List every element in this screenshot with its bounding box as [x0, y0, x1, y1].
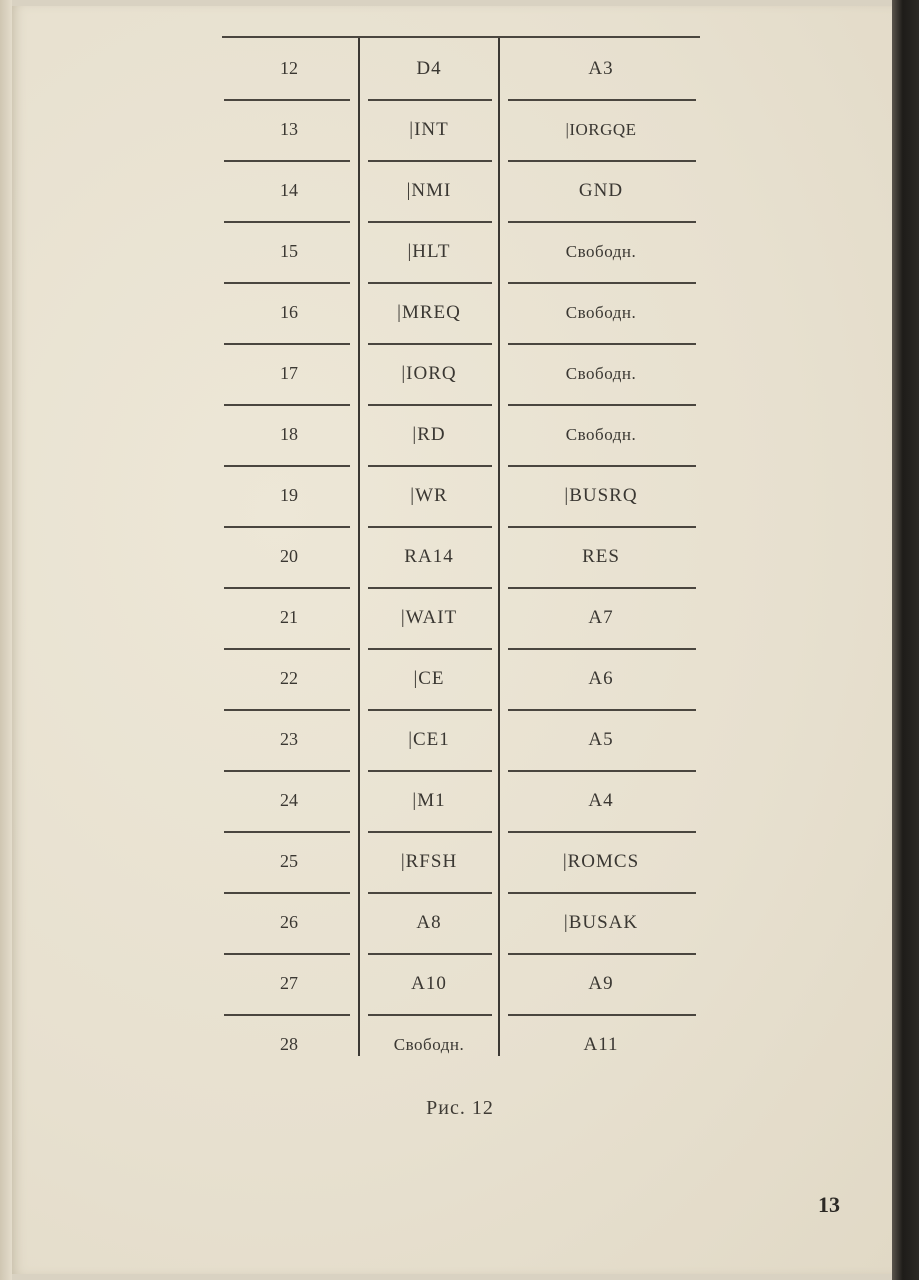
- page-edge-shadow: [892, 0, 919, 1280]
- signal-a-cell: |NMI: [406, 179, 452, 201]
- signal-b-cell: |IORGQE: [565, 119, 637, 139]
- signal-b-cell: A5: [588, 728, 614, 750]
- pin-number-cell: 22: [280, 668, 298, 688]
- pin-number-cell: 12: [280, 58, 298, 78]
- pin-number-cell: 27: [280, 973, 298, 993]
- signal-a-cell: Свободн.: [393, 1034, 465, 1054]
- table-row: [222, 648, 700, 709]
- signal-b-cell: A9: [588, 972, 614, 994]
- pin-number-cell: 28: [280, 1034, 298, 1054]
- signal-b-cell: RES: [582, 545, 620, 567]
- signal-a-cell: |CE: [413, 667, 445, 689]
- signal-b-cell: A7: [588, 606, 614, 628]
- pin-number-cell: 21: [280, 607, 298, 627]
- signal-b-cell: A11: [583, 1033, 619, 1055]
- signal-a-cell: |IORQ: [401, 362, 457, 384]
- signal-a-cell: D4: [416, 57, 442, 79]
- signal-a-cell: |WAIT: [400, 606, 458, 628]
- table-row: [222, 1014, 700, 1075]
- signal-a-cell: |INT: [409, 118, 449, 140]
- table-row: [222, 953, 700, 1014]
- signal-a-cell: |M1: [412, 789, 446, 811]
- pin-number-cell: 15: [280, 241, 298, 261]
- figure-caption: Рис. 12: [426, 1097, 494, 1119]
- table-row: [222, 160, 700, 221]
- signal-b-cell: |BUSAK: [563, 911, 639, 933]
- pin-number-cell: 26: [280, 912, 298, 932]
- signal-b-cell: Свободн.: [565, 424, 637, 444]
- signal-b-cell: Свободн.: [565, 302, 637, 322]
- pin-number-cell: 25: [280, 851, 298, 871]
- table-row: [222, 38, 700, 99]
- signal-b-cell: A6: [588, 667, 614, 689]
- pinout-table: [222, 36, 700, 1060]
- page-number: 13: [818, 1192, 840, 1217]
- table-row: [222, 99, 700, 160]
- signal-b-cell: Свободн.: [565, 241, 637, 261]
- pin-number-cell: 16: [280, 302, 298, 322]
- signal-a-cell: A10: [411, 972, 447, 994]
- table-row: [222, 587, 700, 648]
- signal-a-cell: |MREQ: [397, 301, 461, 323]
- signal-a-cell: |CE1: [408, 728, 450, 750]
- signal-b-cell: Свободн.: [565, 363, 637, 383]
- pin-number-cell: 14: [280, 180, 298, 200]
- table-row: [222, 221, 700, 282]
- table-row: [222, 770, 700, 831]
- table-row: [222, 404, 700, 465]
- table-row: [222, 709, 700, 770]
- pin-number-cell: 13: [280, 119, 298, 139]
- table-row: [222, 831, 700, 892]
- signal-a-cell: |WR: [410, 484, 448, 506]
- signal-b-cell: |ROMCS: [562, 850, 640, 872]
- pin-number-cell: 23: [280, 729, 298, 749]
- book-spine-shadow: [0, 0, 12, 1280]
- signal-b-cell: A4: [588, 789, 614, 811]
- table-row: [222, 892, 700, 953]
- signal-a-cell: |RD: [412, 423, 446, 445]
- pin-number-cell: 18: [280, 424, 298, 444]
- pin-number-cell: 17: [280, 363, 298, 383]
- pin-number-cell: 24: [280, 790, 298, 810]
- signal-b-cell: A3: [588, 57, 614, 79]
- pin-number-cell: 20: [280, 546, 298, 566]
- signal-a-cell: A8: [416, 911, 442, 933]
- table-row: [222, 526, 700, 587]
- signal-b-cell: |BUSRQ: [564, 484, 638, 506]
- signal-a-cell: RA14: [404, 545, 454, 567]
- signal-a-cell: |HLT: [407, 240, 451, 262]
- table-row: [222, 343, 700, 404]
- signal-b-cell: GND: [578, 179, 624, 201]
- pin-number-cell: 19: [280, 485, 298, 505]
- signal-a-cell: |RFSH: [400, 850, 458, 872]
- table-row: [222, 282, 700, 343]
- table-row: [222, 465, 700, 526]
